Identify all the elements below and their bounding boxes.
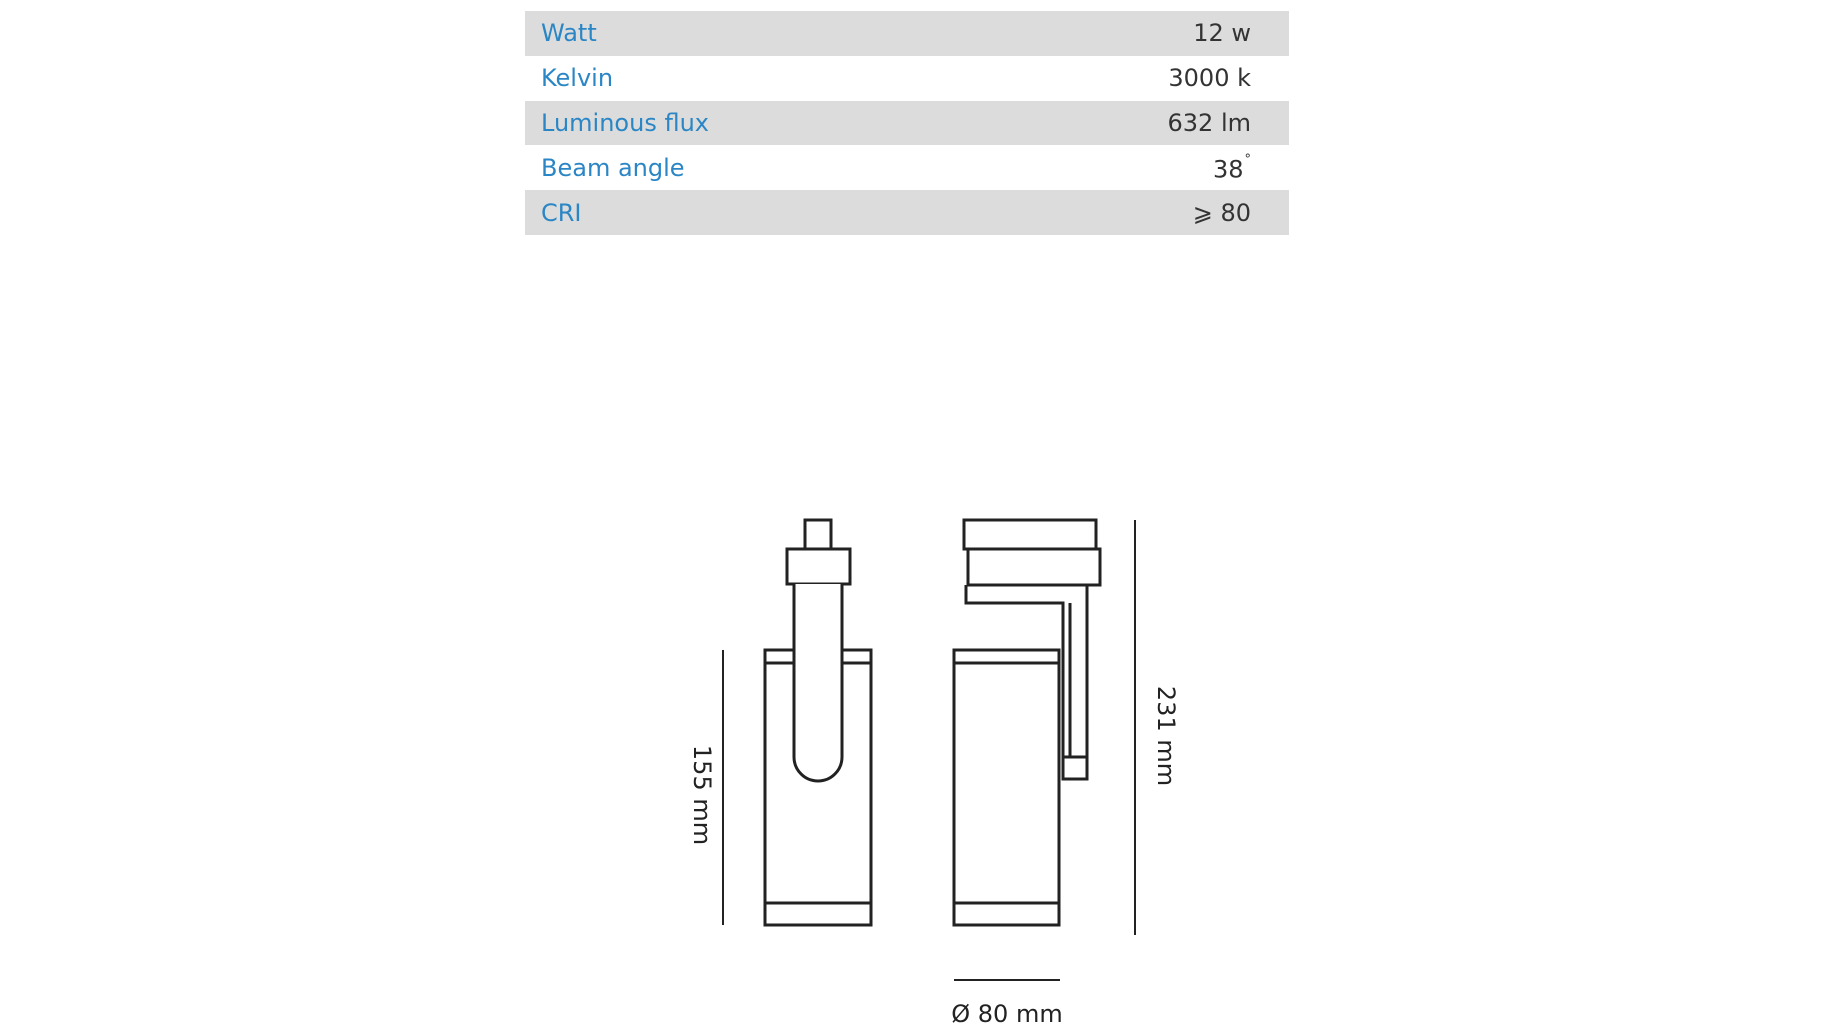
side-body bbox=[954, 650, 1059, 925]
spec-value-watt: 12 w bbox=[1193, 19, 1251, 48]
spec-value-cri: ⩾ 80 bbox=[1192, 198, 1251, 227]
dimension-label-155: 155 mm bbox=[688, 744, 716, 846]
side-view bbox=[954, 520, 1100, 925]
spec-value-kelvin: 3000 k bbox=[1168, 64, 1251, 93]
front-arm bbox=[794, 584, 842, 781]
front-view bbox=[765, 520, 871, 925]
spec-label-cri: CRI bbox=[541, 198, 582, 227]
spec-value-luminous-flux: 632 lm bbox=[1167, 108, 1251, 137]
front-adapter-top bbox=[805, 520, 831, 549]
beam-angle-number: 38 bbox=[1212, 155, 1244, 184]
spec-label-kelvin: Kelvin bbox=[541, 64, 614, 93]
spec-label-luminous-flux: Luminous flux bbox=[541, 108, 709, 137]
dimension-label-231: 231 mm bbox=[1152, 685, 1180, 787]
spec-label-beam-angle: Beam angle bbox=[541, 153, 685, 182]
degree-symbol: ° bbox=[1244, 152, 1251, 168]
spec-label-watt: Watt bbox=[541, 19, 597, 48]
front-adapter-collar bbox=[787, 549, 850, 584]
side-adapter-collar bbox=[968, 549, 1100, 585]
side-adapter-top bbox=[964, 520, 1096, 549]
dimension-label-diameter: Ø 80 mm bbox=[951, 1000, 1063, 1028]
